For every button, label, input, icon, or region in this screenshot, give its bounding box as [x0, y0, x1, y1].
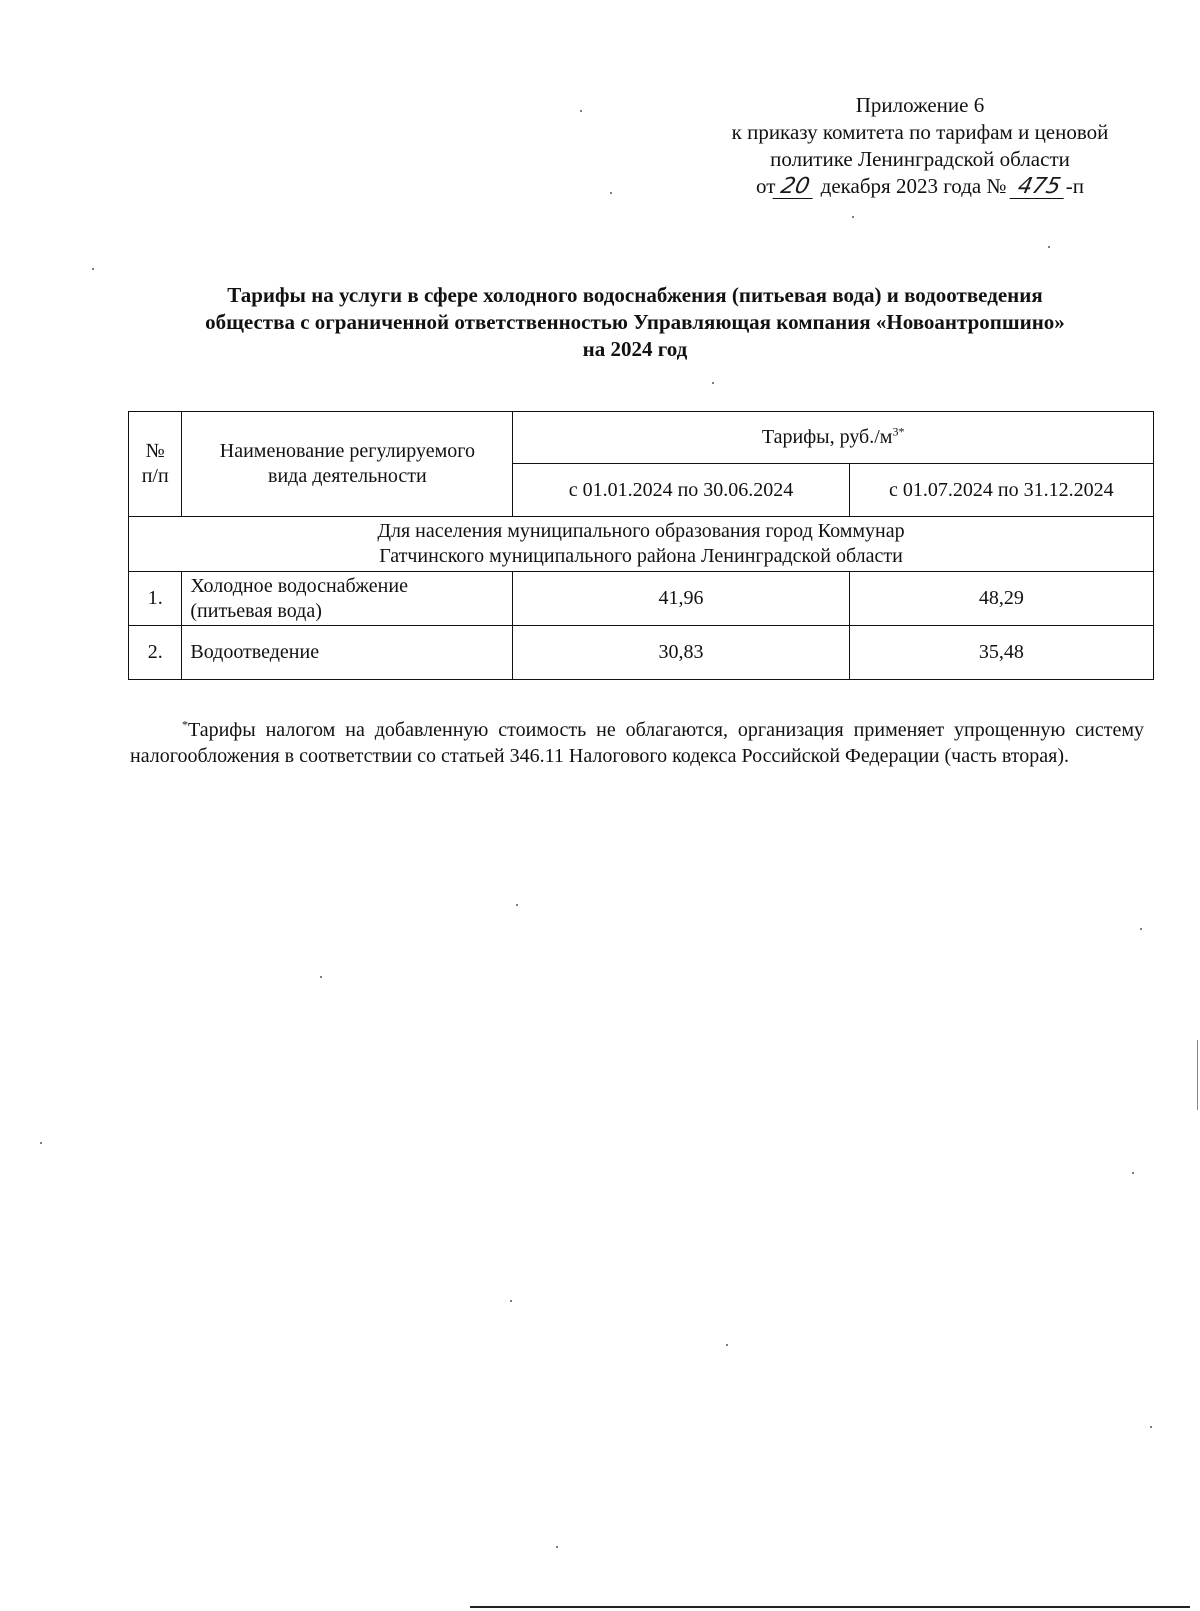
table-group-row [129, 517, 1154, 572]
header-activity-name: Наименование регулируемого вида деятельности [182, 412, 513, 517]
handwritten-order-number: 475 [1009, 176, 1068, 199]
title-line-3: на 2024 год [582, 337, 688, 361]
appendix-date-line [680, 173, 1160, 200]
appendix-title: Приложение 6 [855, 93, 985, 117]
scan-speck [726, 1344, 728, 1346]
scan-speck [556, 1546, 558, 1548]
scan-speck [92, 268, 94, 270]
scan-bottom-edge [470, 1606, 1190, 1608]
unit-superscript: 3* [892, 424, 905, 439]
group-label: Для населения муниципального образования город Коммунар Гатчинского муниципального района Ленинградской области [129, 517, 1154, 572]
header-tariffs: Тарифы, $руб./м^{3*}$ [513, 412, 1154, 464]
scan-speck [510, 1300, 512, 1302]
document-title [120, 282, 1150, 363]
handwritten-day: 20 [773, 176, 818, 199]
header-period-1: с 01.01.2024 по 30.06.2024 [513, 464, 849, 517]
table-header-row [129, 412, 1154, 464]
row-tariff-period-1: 41,96 [513, 572, 849, 626]
header-period-2: с 01.07.2024 по 31.12.2024 [849, 464, 1153, 517]
scan-speck [712, 382, 714, 384]
table-row [129, 572, 1154, 626]
tariff-table [128, 411, 1154, 680]
row-tariff-period-1: 30,83 [513, 626, 849, 680]
title-line-2: общества с ограниченной ответственностью Управляющая компания «Новоантропшино» [205, 310, 1065, 334]
footnote-text: Тарифы налогом на добавленную стоимость не облагаются, организация применяет упрощенную систему налогообложения в соответствии со статьей 346.11 Налогового кодекса Российской Федерации (часть вторая). [130, 719, 1144, 767]
row-number: 1. [129, 572, 182, 626]
scan-speck [852, 216, 854, 218]
scan-speck [1150, 1426, 1152, 1428]
scan-speck [1048, 246, 1050, 248]
row-activity-name: Холодное водоснабжение (питьевая вода) [182, 572, 513, 626]
row-tariff-period-2: 48,29 [849, 572, 1153, 626]
row-tariff-period-2: 35,48 [849, 626, 1153, 680]
scan-speck [1140, 928, 1142, 930]
scan-speck [580, 110, 582, 112]
order-suffix: -п [1065, 174, 1084, 198]
scan-speck [516, 904, 518, 906]
scan-right-edge [1197, 1040, 1198, 1110]
appendix-committee-line: политике Ленинградской области [770, 147, 1070, 171]
date-prefix: от [756, 174, 776, 198]
scan-speck [610, 192, 612, 194]
appendix-order-line: к приказу комитета по тарифам и ценовой [731, 120, 1109, 144]
appendix-block [680, 92, 1160, 200]
header-number: № п/п [129, 412, 182, 517]
row-number: 2. [129, 626, 182, 680]
date-middle: декабря 2023 года № [820, 174, 1007, 198]
scan-speck [320, 976, 322, 978]
scan-speck [40, 1142, 42, 1144]
title-line-1: Тарифы на услуги в сфере холодного водоснабжения (питьевая вода) и водоотведения [227, 283, 1043, 307]
footnote-star: * [182, 717, 188, 732]
table-row [129, 626, 1154, 680]
footnote [130, 717, 1144, 769]
row-activity-name: Водоотведение [182, 626, 513, 680]
scan-speck [1132, 1172, 1134, 1174]
